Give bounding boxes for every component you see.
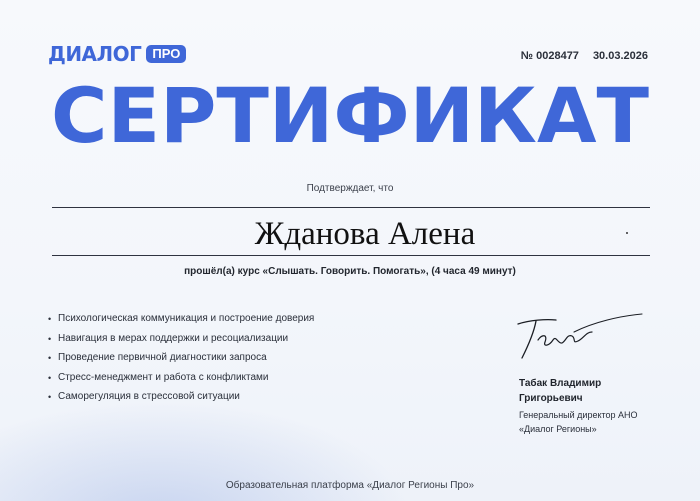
topic-text: Стресс-менеджмент и работа с конфликтами — [58, 371, 269, 383]
topic-text: Психологическая коммуникация и построение доверия — [58, 313, 315, 324]
stray-dot — [626, 232, 628, 234]
bullet: • — [48, 372, 52, 383]
signer-role-line1: Генеральный директор АНО — [519, 410, 638, 420]
footer-text: Образовательная платформа «Диалог Регионы Про» — [225, 480, 475, 491]
signer-name — [519, 376, 601, 406]
topic-item — [48, 372, 314, 392]
topic-text: Проведение первичной диагностики запроса — [58, 352, 267, 364]
confirms-text: Подтверждает, что — [306, 183, 394, 194]
signer-role-line2: «Диалог Регионы» — [519, 424, 597, 435]
divider-bottom — [52, 255, 650, 256]
logo — [48, 44, 186, 64]
topics-list — [48, 313, 314, 411]
logo-wordmark: ДИАЛОГ — [48, 42, 142, 66]
topic-text: Саморегуляция в стрессовой ситуации — [58, 391, 240, 403]
logo-badge: ПРО — [146, 45, 186, 63]
signer-name-line2: Григорьевич — [519, 393, 583, 404]
topic-item — [48, 333, 314, 353]
bullet: • — [48, 392, 52, 403]
certificate-date: 30.03.2026 — [592, 50, 648, 62]
bullet: • — [48, 314, 52, 324]
signer-role — [519, 408, 669, 437]
bullet: • — [48, 333, 52, 344]
topic-item — [48, 313, 314, 333]
certificate-number: № 0028477 — [520, 50, 579, 62]
signer-name-line1: Табак Владимир — [519, 378, 602, 389]
bullet: • — [48, 353, 52, 364]
certificate-title-text: СЕРТИФИКАТ — [51, 82, 650, 152]
certificate-title — [50, 82, 650, 152]
topic-text: Навигация в мерах поддержки и ресоциализации — [58, 332, 289, 344]
course-text: прошёл(а) курс «Слышать. Говорить. Помогать», (4 часа 49 минут) — [184, 266, 516, 277]
signature-icon — [512, 310, 647, 370]
topic-item — [48, 391, 314, 411]
recipient-name: Жданова Алена — [254, 216, 476, 252]
topic-item — [48, 352, 314, 372]
certificate-meta — [521, 50, 648, 62]
divider-top — [52, 207, 650, 208]
